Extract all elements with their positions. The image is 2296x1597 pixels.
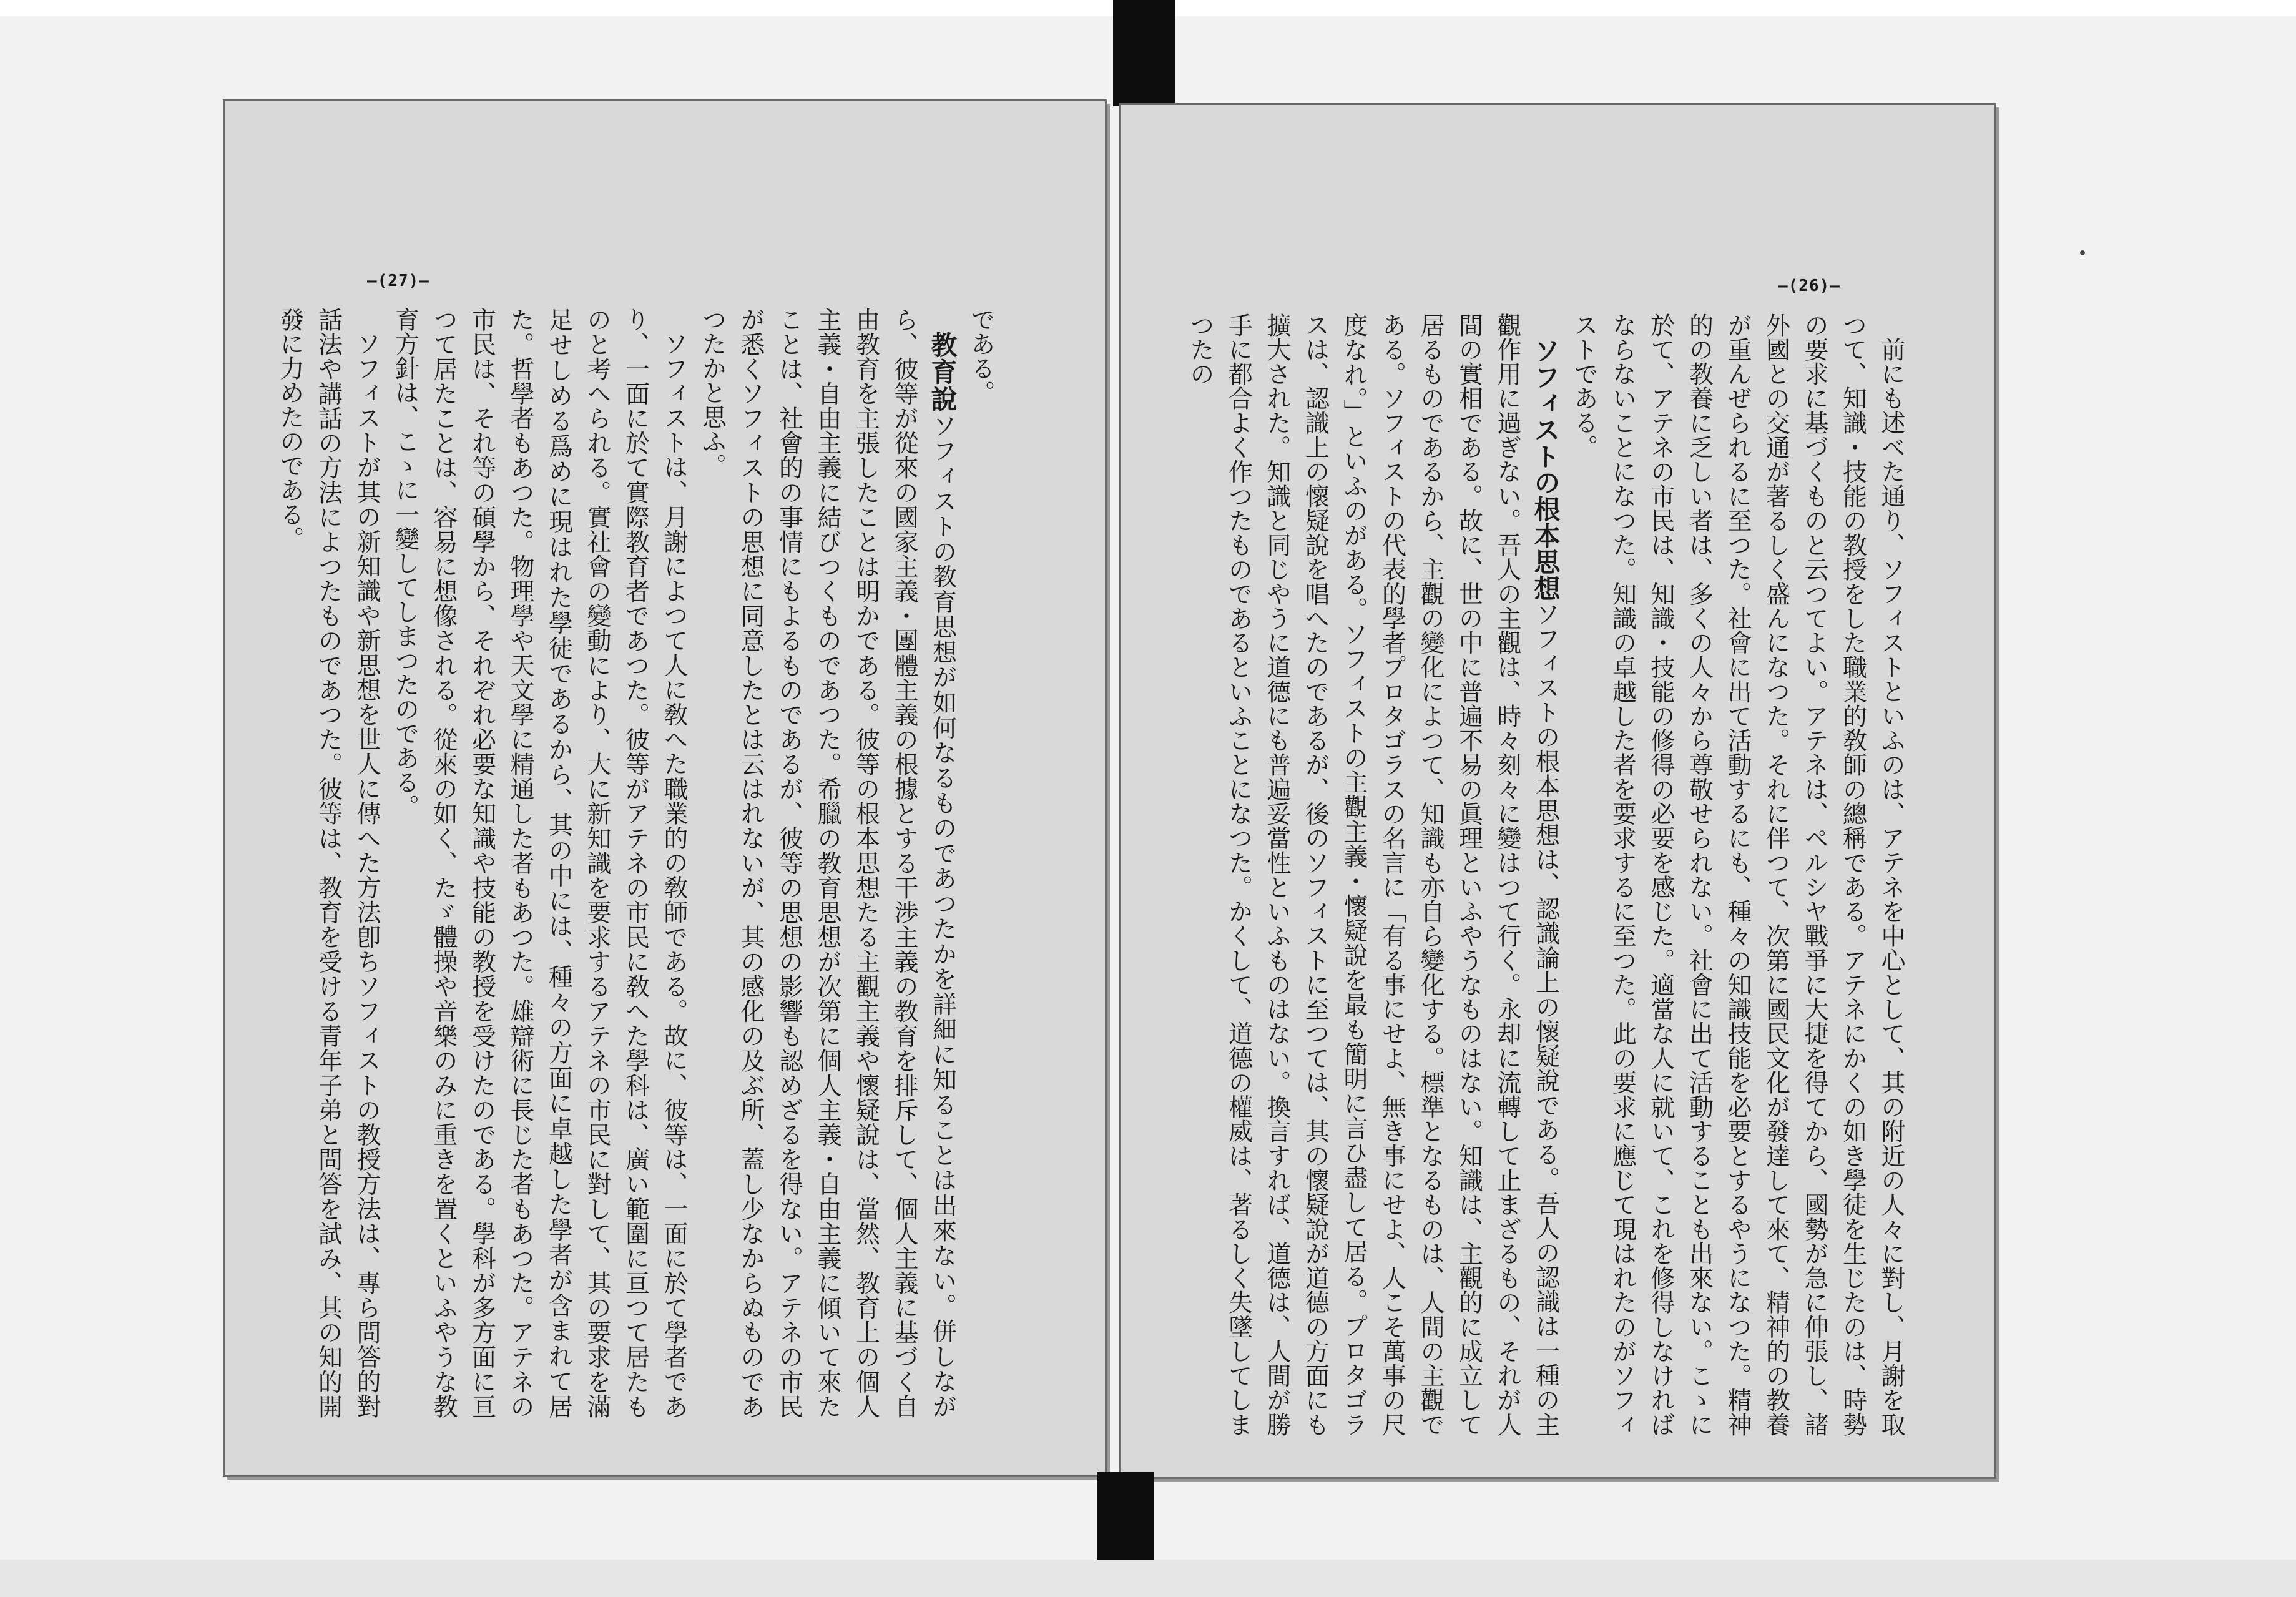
section-heading: ソフィストの根本思想 [1530,337,1561,602]
binding-clip-top [1113,0,1175,106]
paragraph: である。 [967,307,995,405]
left-page-text [276,307,1000,1419]
page-number-left: —(27)— [367,272,429,290]
right-page [1121,105,1994,1477]
paragraph: ソフィストの根本思想ソフィストの根本思想は、認識論上の懷疑說である。吾人の認識は一種の主觀作用に過ぎない。吾人の主觀は、時々刻々に變はつて行く。永却に流轉して止まざるもの、それが人間の實相である。故に、世の中に普遍不易の眞理といふやうなものはない。知識は、主觀的に成立して居るものであるから、主觀の變化によつて、知識も亦自ら變化する。標準となるものは、人間の主觀である。ソフィストの代表的學者プロタゴラスの名言に「有る事にせよ、無き事にせよ、人こそ萬事の尺度なれ。」といふのがある。ソフィストの主觀主義・懷疑說を最も簡明に言ひ盡して居る。プロタゴラスは、認識上の懷疑說を唱へたのであるが、後のソフィストに至つては、其の懷疑說が道德の方面にも擴大された。知識と同じやうに道德にも普遍妥當性といふものはない。換言すれば、道德は、人間が勝手に都合よく作つたものであるといふことになつた。かくして、道德の權威は、著るしく失墜してしまつたの [1186,313,1561,1437]
left-page [225,101,1105,1475]
section-heading: 教育說 [927,332,958,413]
paragraph: ソフィストが其の新知識や新思想を世人に傳へた方法卽ちソフィストの教授方法は、專ら問答的對話法や講話の方法によつたものであつた。彼等は、教育を受ける青年子弟と問答を試み、其の知的開發に力めたのである。 [276,307,381,1419]
speck [2080,250,2085,255]
page-number-right: —(26)— [1778,277,1840,295]
right-page-text [1186,313,1910,1437]
paragraph: 前にも述べた通り、ソフィストといふのは、アテネを中心として、其の附近の人々に對し、月謝を取つて、知識・技能の教授をした職業的敎師の總稱である。アテネにかくの如き學徒を生じたのは、時勢の要求に基づくものと云つてよい。アテネは、ペルシヤ戰爭に大捷を得てから、國勢が急に伸張し、諸外國との交通が著るしく盛んになつた。それに伴つて、次第に國民文化が發達して來て、精神的の教養が重んぜられるに至つた。社會に出て活動するにも、種々の知識技能を必要とするやうになつた。精神的の教養に乏しい者は、多くの人々から尊敬せられない。社會に出て活動することも出來ない。こゝに於て、アテネの市民は、知識・技能の修得の必要を感じた。適當な人に就いて、これを修得しなければならないことになつた。知識の卓越した者を要求するに至つた。此の要求に應じて現はれたのがソフィストである。 [1570,313,1905,1437]
paragraph: 教育說ソフィストの教育思想が如何なるものであつたかを詳細に知ることは出來ない。併しながら、彼等が從來の國家主義・團體主義の根據とする干渉主義の教育を排斥して、個人主義に基づく自由教育を主張したことは明かである。彼等の根本思想たる主觀主義や懷疑說は、當然、教育上の個人主義・自由主義に結びつくものであつた。希臘の教育思想が次第に個人主義・自由主義に傾いて來たことは、社會的の事情にもよるものであるが、彼等の思想の影響も認めざるを得ない。アテネの市民が悉くソフィストの思想に同意したとは云はれないが、其の感化の及ぶ所、蓋し少なからぬものであつたかと思ふ。 [698,307,958,1419]
scan-bottom-margin [0,1560,2296,1597]
paragraph: ソフィストは、月謝によつて人に敎へた職業的の敎師である。故に、彼等は、一面に於て學者であり、一面に於て實際教育者であつた。彼等がアテネの市民に敎へた學科は、廣い範圍に亘つて居たものと考へられる。實社會の變動により、大に新知識を要求するアテネの市民に對して、其の要求を滿足せしめる爲めに現はれた學徒であるから、其の中には、種々の方面に卓越した學者が含まれて居た。哲學者もあつた。物理學や天文學に精通した者もあつた。雄辯術に長じた者もあつた。アテネの市民は、それ等の碩學から、それぞれ必要な知識や技能の教授を受けたのである。學科が多方面に亘つて居たことは、容易に想像される。從來の如く、たゞ體操や音樂のみに重きを置くといふやうな教育方針は、こゝに一變してしまつたのである。 [391,307,688,1419]
